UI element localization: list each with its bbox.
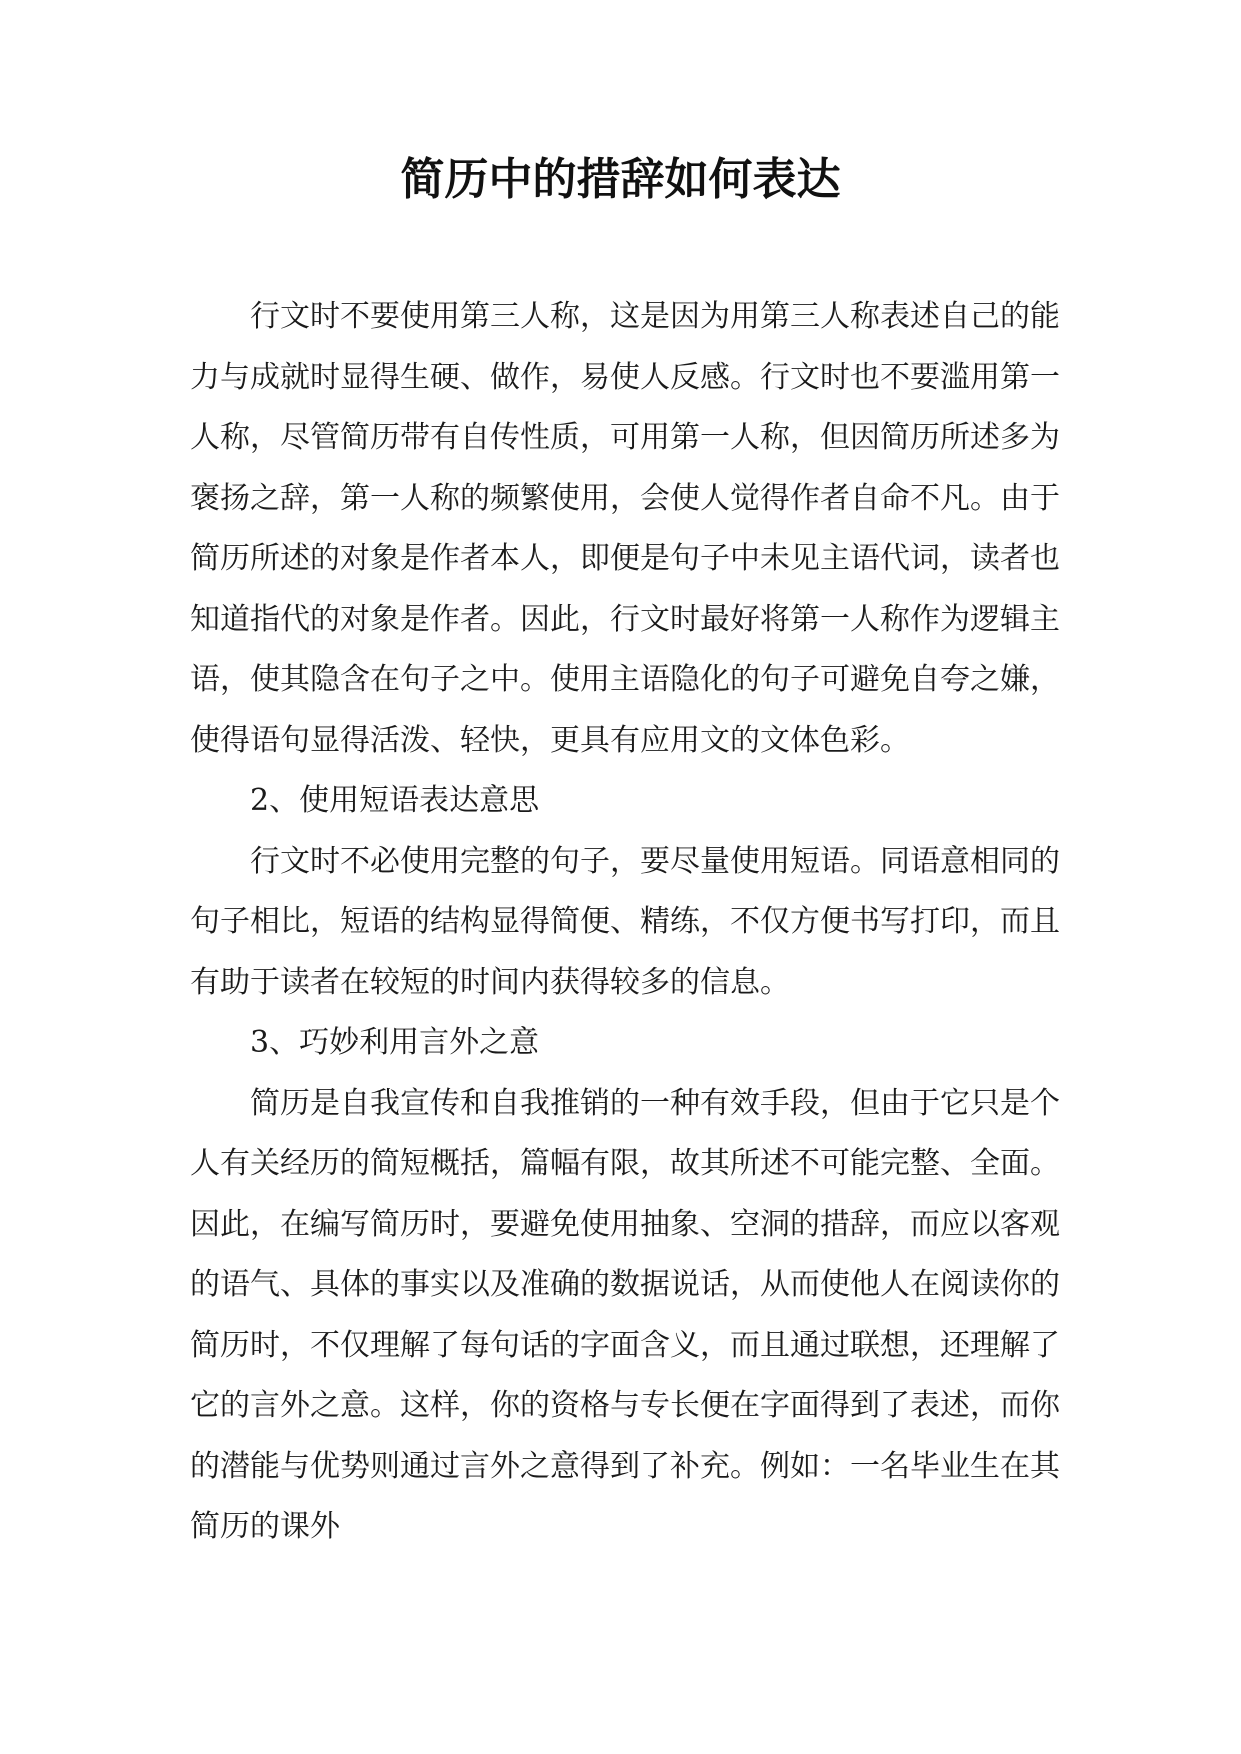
paragraph-phrases: 行文时不必使用完整的句子，要尽量使用短语。同语意相同的句子相比，短语的结构显得简便、精练，不仅方便书写打印，而且有助于读者在较短的时间内获得较多的信息。 <box>190 843 1060 1000</box>
paragraph-first-person: 行文时不要使用第三人称，这是因为用第三人称表述自己的能力与成就时显得生硬、做作，易使人反感。行文时也不要滥用第一人称，尽管简历带有自传性质，可用第一人称，但因简历所述多为褒扬之辞，第一人称的频繁使用，会使人觉得作者自命不凡。由于简历所述的对象是作者本人，即便是句子中未见主语代词，读者也知道指代的对象是作者。因此，行文时最好将第一人称作为逻辑主语，使其隐含在句子之中。使用主语隐化的句子可避免自夸之嫌，使得语句显得活泼、轻快，更具有应用文的文体色彩。 <box>190 299 1060 758</box>
section-heading-phrases: 2、使用短语表达意思 <box>250 783 540 818</box>
section-heading-implication: 3、巧妙利用言外之意 <box>250 1025 540 1060</box>
document-body <box>190 287 1060 1558</box>
document-title: 简历中的措辞如何表达 <box>400 154 841 205</box>
paragraph-implication: 简历是自我宣传和自我推销的一种有效手段，但由于它只是个人有关经历的简短概括，篇幅有限，故其所述不可能完整、全面。因此，在编写简历时，要避免使用抽象、空洞的措辞，而应以客观的语气、具体的事实以及准确的数据说话，从而使他人在阅读你的简历时，不仅理解了每句话的字面含义，而且通过联想，还理解了它的言外之意。这样，你的资格与专长便在字面得到了表述，而你的潜能与优势则通过言外之意得到了补充。例如：一名毕业生在其简历的课外 <box>190 1085 1060 1544</box>
